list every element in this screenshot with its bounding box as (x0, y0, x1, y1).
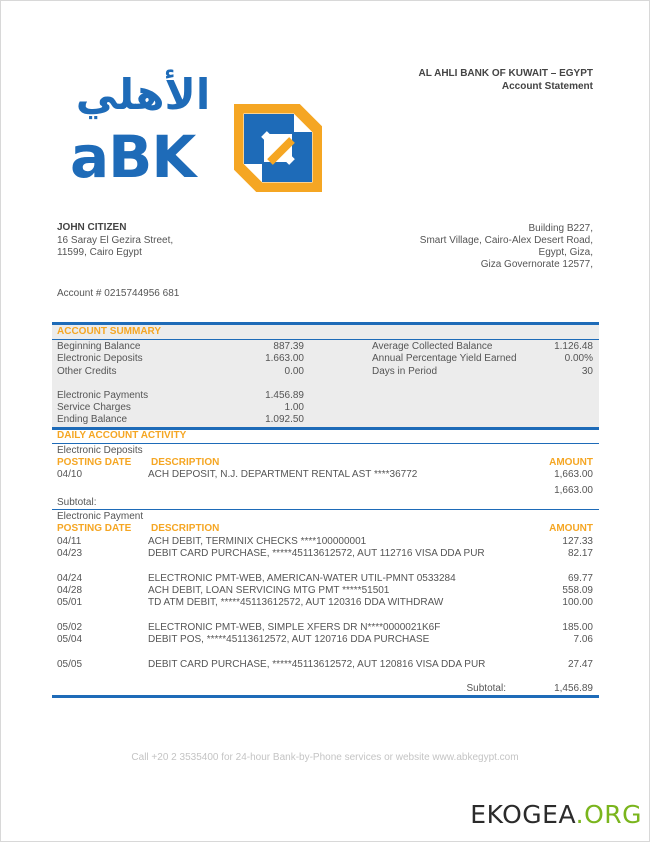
summary-label: Electronic Deposits (57, 353, 143, 364)
footer-contact-text: Call +20 2 3535400 for 24-hour Bank-by-Phone services or website www.abkegypt.com (131, 752, 519, 763)
transaction-description: DEBIT POS, *****45113612572, AUT 120716 DDA PURCHASE (148, 634, 430, 645)
logo-emblem-icon (234, 104, 322, 192)
activity-bottom-rule (52, 695, 599, 698)
transaction-amount: 100.00 (562, 597, 593, 608)
transaction-description: DEBIT CARD PURCHASE, *****45113612572, AUT 112716 VISA DDA PUR (148, 548, 485, 559)
summary-label: Ending Balance (57, 414, 128, 425)
transaction-amount: 7.06 (573, 634, 593, 645)
col-posting-date: POSTING DATE (57, 523, 132, 534)
summary-label: Annual Percentage Yield Earned (372, 353, 517, 364)
transaction-amount: 185.00 (562, 622, 593, 633)
document-type: Account Statement (501, 81, 593, 92)
col-posting-date: POSTING DATE (57, 457, 132, 468)
summary-label: Average Collected Balance (372, 341, 493, 352)
watermark-text-part2: .ORG (575, 800, 642, 829)
deposits-total: 1,663.00 (554, 485, 593, 496)
transaction-amount: 1,663.00 (554, 469, 593, 480)
transaction-date: 05/04 (57, 634, 83, 645)
summary-value: 1.663.00 (265, 353, 304, 364)
summary-value: 0.00% (564, 353, 593, 364)
summary-top-rule (52, 322, 599, 325)
transaction-amount: 82.17 (567, 548, 593, 559)
summary-label: Service Charges (57, 402, 131, 413)
account-number: Account # 0215744956 681 (57, 288, 180, 299)
summary-value: 1.126.48 (554, 341, 593, 352)
payments-subtotal-label: Subtotal: (466, 683, 506, 694)
transaction-description: ELECTRONIC PMT-WEB, SIMPLE XFERS DR N****0000021K6F (148, 622, 441, 633)
transaction-description: DEBIT CARD PURCHASE, *****45113612572, AUT 120816 VISA DDA PUR (148, 659, 486, 670)
deposits-divider (52, 509, 599, 510)
ekogea-watermark (470, 800, 642, 829)
customer-address-line1: 16 Saray El Gezira Street, (57, 235, 174, 246)
summary-value: 30 (581, 366, 593, 377)
transaction-date: 04/11 (57, 536, 82, 547)
summary-value: 1.00 (284, 402, 304, 413)
watermark-text-part1: EKOGEA (470, 800, 576, 829)
transaction-amount: 127.33 (562, 536, 593, 547)
daily-activity-title: DAILY ACCOUNT ACTIVITY (57, 430, 187, 441)
branch-address-line4: Giza Governorate 12577, (480, 259, 593, 270)
customer-address-line2: 11599, Cairo Egypt (57, 247, 142, 258)
col-description: DESCRIPTION (151, 457, 220, 468)
transaction-date: 04/23 (57, 548, 83, 559)
branch-address-line1: Building B227, (528, 223, 593, 234)
logo-latin-text: aBK (70, 123, 196, 191)
deposits-section-title: Electronic Deposits (57, 445, 143, 456)
col-description: DESCRIPTION (151, 523, 220, 534)
transaction-date: 05/02 (57, 622, 83, 633)
payments-section-title: Electronic Payment (57, 511, 144, 522)
summary-value: 887.39 (273, 341, 304, 352)
deposits-subtotal-label: Subtotal: (57, 497, 97, 508)
customer-name: JOHN CITIZEN (57, 222, 127, 233)
transaction-date: 05/05 (57, 659, 83, 670)
transaction-date: 04/10 (57, 469, 83, 480)
summary-value: 1.456.89 (265, 390, 304, 401)
activity-title-underline (52, 443, 599, 444)
transaction-description: ACH DEPOSIT, N.J. DEPARTMENT RENTAL AST ****36772 (148, 469, 418, 480)
summary-label: Beginning Balance (57, 341, 141, 352)
bank-name: AL AHLI BANK OF KUWAIT – EGYPT (418, 68, 593, 79)
transaction-amount: 27.47 (567, 659, 593, 670)
summary-label: Electronic Payments (57, 390, 149, 401)
payments-subtotal-value: 1,456.89 (554, 683, 593, 694)
transaction-description: ELECTRONIC PMT-WEB, AMERICAN-WATER UTIL-PMNT 0533284 (148, 573, 456, 584)
transaction-description: TD ATM DEBIT, *****45113612572, AUT 120316 DDA WITHDRAW (148, 597, 444, 608)
col-amount: AMOUNT (549, 457, 593, 468)
transaction-description: ACH DEBIT, TERMINIX CHECKS ****100000001 (148, 536, 367, 547)
summary-title-underline (52, 339, 599, 340)
summary-value: 0.00 (284, 366, 304, 377)
transaction-description: ACH DEBIT, LOAN SERVICING MTG PMT *****51501 (148, 585, 390, 596)
transaction-date: 05/01 (57, 597, 83, 608)
logo-arabic-text: الأهلي (75, 70, 211, 119)
transaction-amount: 69.77 (567, 573, 593, 584)
summary-label: Other Credits (57, 366, 117, 377)
transaction-date: 04/24 (57, 573, 83, 584)
transaction-date: 04/28 (57, 585, 83, 596)
transaction-amount: 558.09 (562, 585, 593, 596)
branch-address-line2: Smart Village, Cairo-Alex Desert Road, (419, 235, 593, 246)
account-summary-title: ACCOUNT SUMMARY (57, 326, 162, 337)
branch-address-line3: Egypt, Giza, (538, 247, 593, 258)
summary-value: 1.092.50 (265, 414, 304, 425)
col-amount: AMOUNT (549, 523, 593, 534)
abk-logo (68, 72, 324, 194)
summary-label: Days in Period (372, 366, 438, 377)
